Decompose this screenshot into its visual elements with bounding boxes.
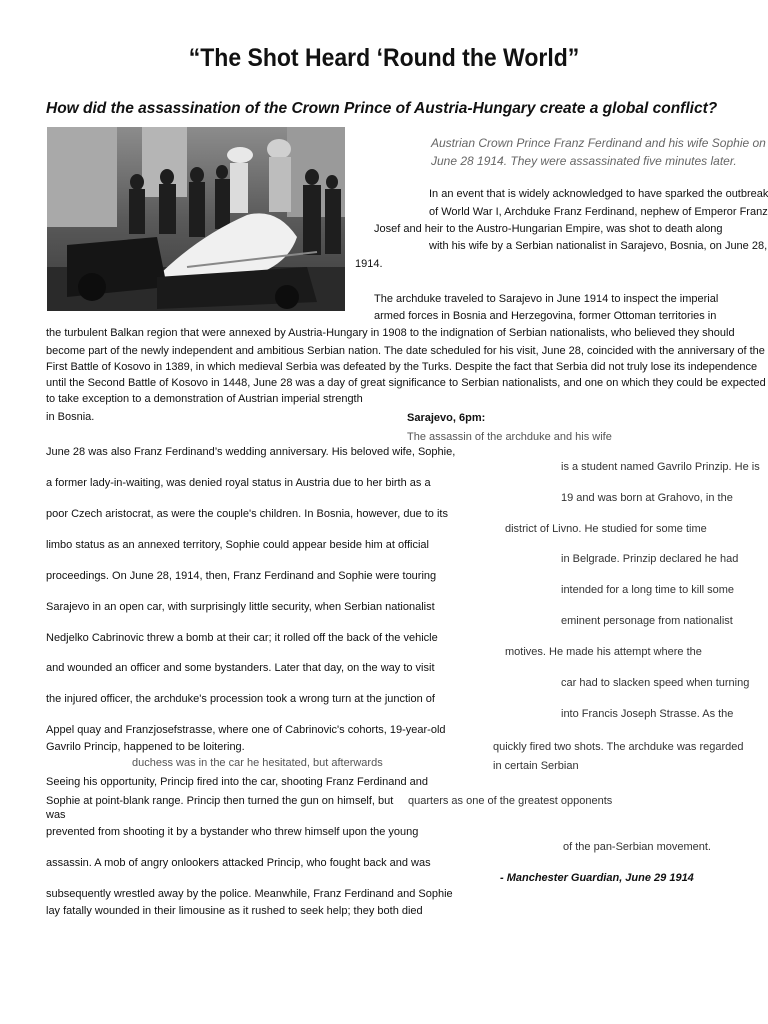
intro-line: of World War I, Archduke Franz Ferdinand, nephew of Emperor Franz [429,206,768,218]
quote-line: district of Livno. He studied for some time [505,523,707,535]
paragraph-line: until the Second Battle of Kosovo in 1448, June 28 was a day of great significance to Serbian nationalists, and one on which they could be expected [46,377,766,389]
quote-line: quickly fired two shots. The archduke was regarded [493,741,744,753]
paragraph-line: in Bosnia. [46,411,95,423]
narrative-line: assassin. A mob of angry onlookers attacked Princip, who fought back and was [46,857,431,869]
narrative-line: Sarajevo in an open car, with surprisingly little security, when Serbian nationalist [46,601,435,613]
narrative-line: was [46,809,66,821]
narrative-line: Sophie at point-blank range. Princip then turned the gun on himself, but [46,795,394,807]
narrative-line: and wounded an officer and some bystanders. Later that day, on the way to visit [46,662,435,674]
historical-photo [47,127,345,311]
paragraph-line: to take exception to a demonstration of Austrian imperial strength [46,393,363,405]
intro-line: In an event that is widely acknowledged to have sparked the outbreak [429,188,768,200]
narrative-line: prevented from shooting it by a bystander who threw himself upon the young [46,826,419,838]
essential-question: How did the assassination of the Crown Prince of Austria-Hungary create a global conflict? [46,100,718,117]
narrative-line: Nedjelko Cabrinovic threw a bomb at their car; it rolled off the back of the vehicle [46,632,438,644]
paragraph-line: become part of the newly independent and ambitious Serbian nation. The date scheduled for his visit, June 28, coincided with the anniversary of the [46,345,765,357]
quote-line: motives. He made his attempt where the [505,646,702,658]
photo-caption-line: Austrian Crown Prince Franz Ferdinand and his wife Sophie on [431,136,766,150]
dateline-heading: Sarajevo, 6pm: [407,412,486,424]
narrative-line: Gavrilo Princip, happened to be loitering. [46,741,245,753]
narrative-line: the injured officer, the archduke's procession took a wrong turn at the junction of [46,693,435,705]
quote-line: in Belgrade. Prinzip declared he had [561,553,739,565]
narrative-line: duchess was in the car he hesitated, but afterwards [132,757,383,769]
narrative-line: Appel quay and Franzjosefstrasse, where one of Cabrinovic's cohorts, 19-year-old [46,724,446,736]
quote-line: The assassin of the archduke and his wife [407,431,612,443]
paragraph-line: First Battle of Kosovo in 1389, in which medieval Serbia was defeated by the Turks. Despite the fact that Serbia did not truly lose its independence [46,361,758,373]
paragraph-line: The archduke traveled to Sarajevo in June 1914 to inspect the imperial [374,293,719,305]
narrative-line: Seeing his opportunity, Princip fired into the car, shooting Franz Ferdinand and [46,776,428,788]
paragraph-line: the turbulent Balkan region that were annexed by Austria-Hungary in 1908 to the indignation of Serbian nationalists, who believed they should [46,327,735,339]
intro-line: with his wife by a Serbian nationalist in Sarajevo, Bosnia, on June 28, [429,240,768,252]
quote-line: of the pan-Serbian movement. [563,841,711,853]
intro-line: Josef and heir to the Austro-Hungarian Empire, was shot to death along [374,223,723,235]
narrative-line: limbo status as an annexed territory, Sophie could appear beside him at official [46,539,429,551]
photo-caption-line: June 28 1914. They were assassinated five minutes later. [431,154,737,168]
quote-line: is a student named Gavrilo Prinzip. He is [561,461,760,473]
source-attribution: - Manchester Guardian, June 29 1914 [500,872,694,884]
quote-line: intended for a long time to kill some [561,584,735,596]
narrative-line: lay fatally wounded in their limousine as it rushed to seek help; they both died [46,905,423,917]
quote-line: quarters as one of the greatest opponents [408,795,613,807]
narrative-line: a former lady-in-waiting, was denied royal status in Austria due to her birth as a [46,477,431,489]
quote-line: eminent personage from nationalist [561,615,733,627]
quote-line: 19 and was born at Grahovo, in the [561,492,733,504]
quote-line: into Francis Joseph Strasse. As the [561,708,734,720]
narrative-line: June 28 was also Franz Ferdinand’s wedding anniversary. His beloved wife, Sophie, [46,446,456,458]
narrative-line: poor Czech aristocrat, as were the couple's children. In Bosnia, however, due to its [46,508,448,520]
page-title: “The Shot Heard ‘Round the World” [188,44,580,72]
quote-line: in certain Serbian [493,760,579,772]
quote-line: car had to slacken speed when turning [561,677,750,689]
intro-line: 1914. [355,258,383,270]
narrative-line: subsequently wrestled away by the police. Meanwhile, Franz Ferdinand and Sophie [46,888,453,900]
narrative-line: proceedings. On June 28, 1914, then, Franz Ferdinand and Sophie were touring [46,570,437,582]
archduke-car-photo-image [47,127,345,311]
paragraph-line: armed forces in Bosnia and Herzegovina, former Ottoman territories in [374,310,717,322]
